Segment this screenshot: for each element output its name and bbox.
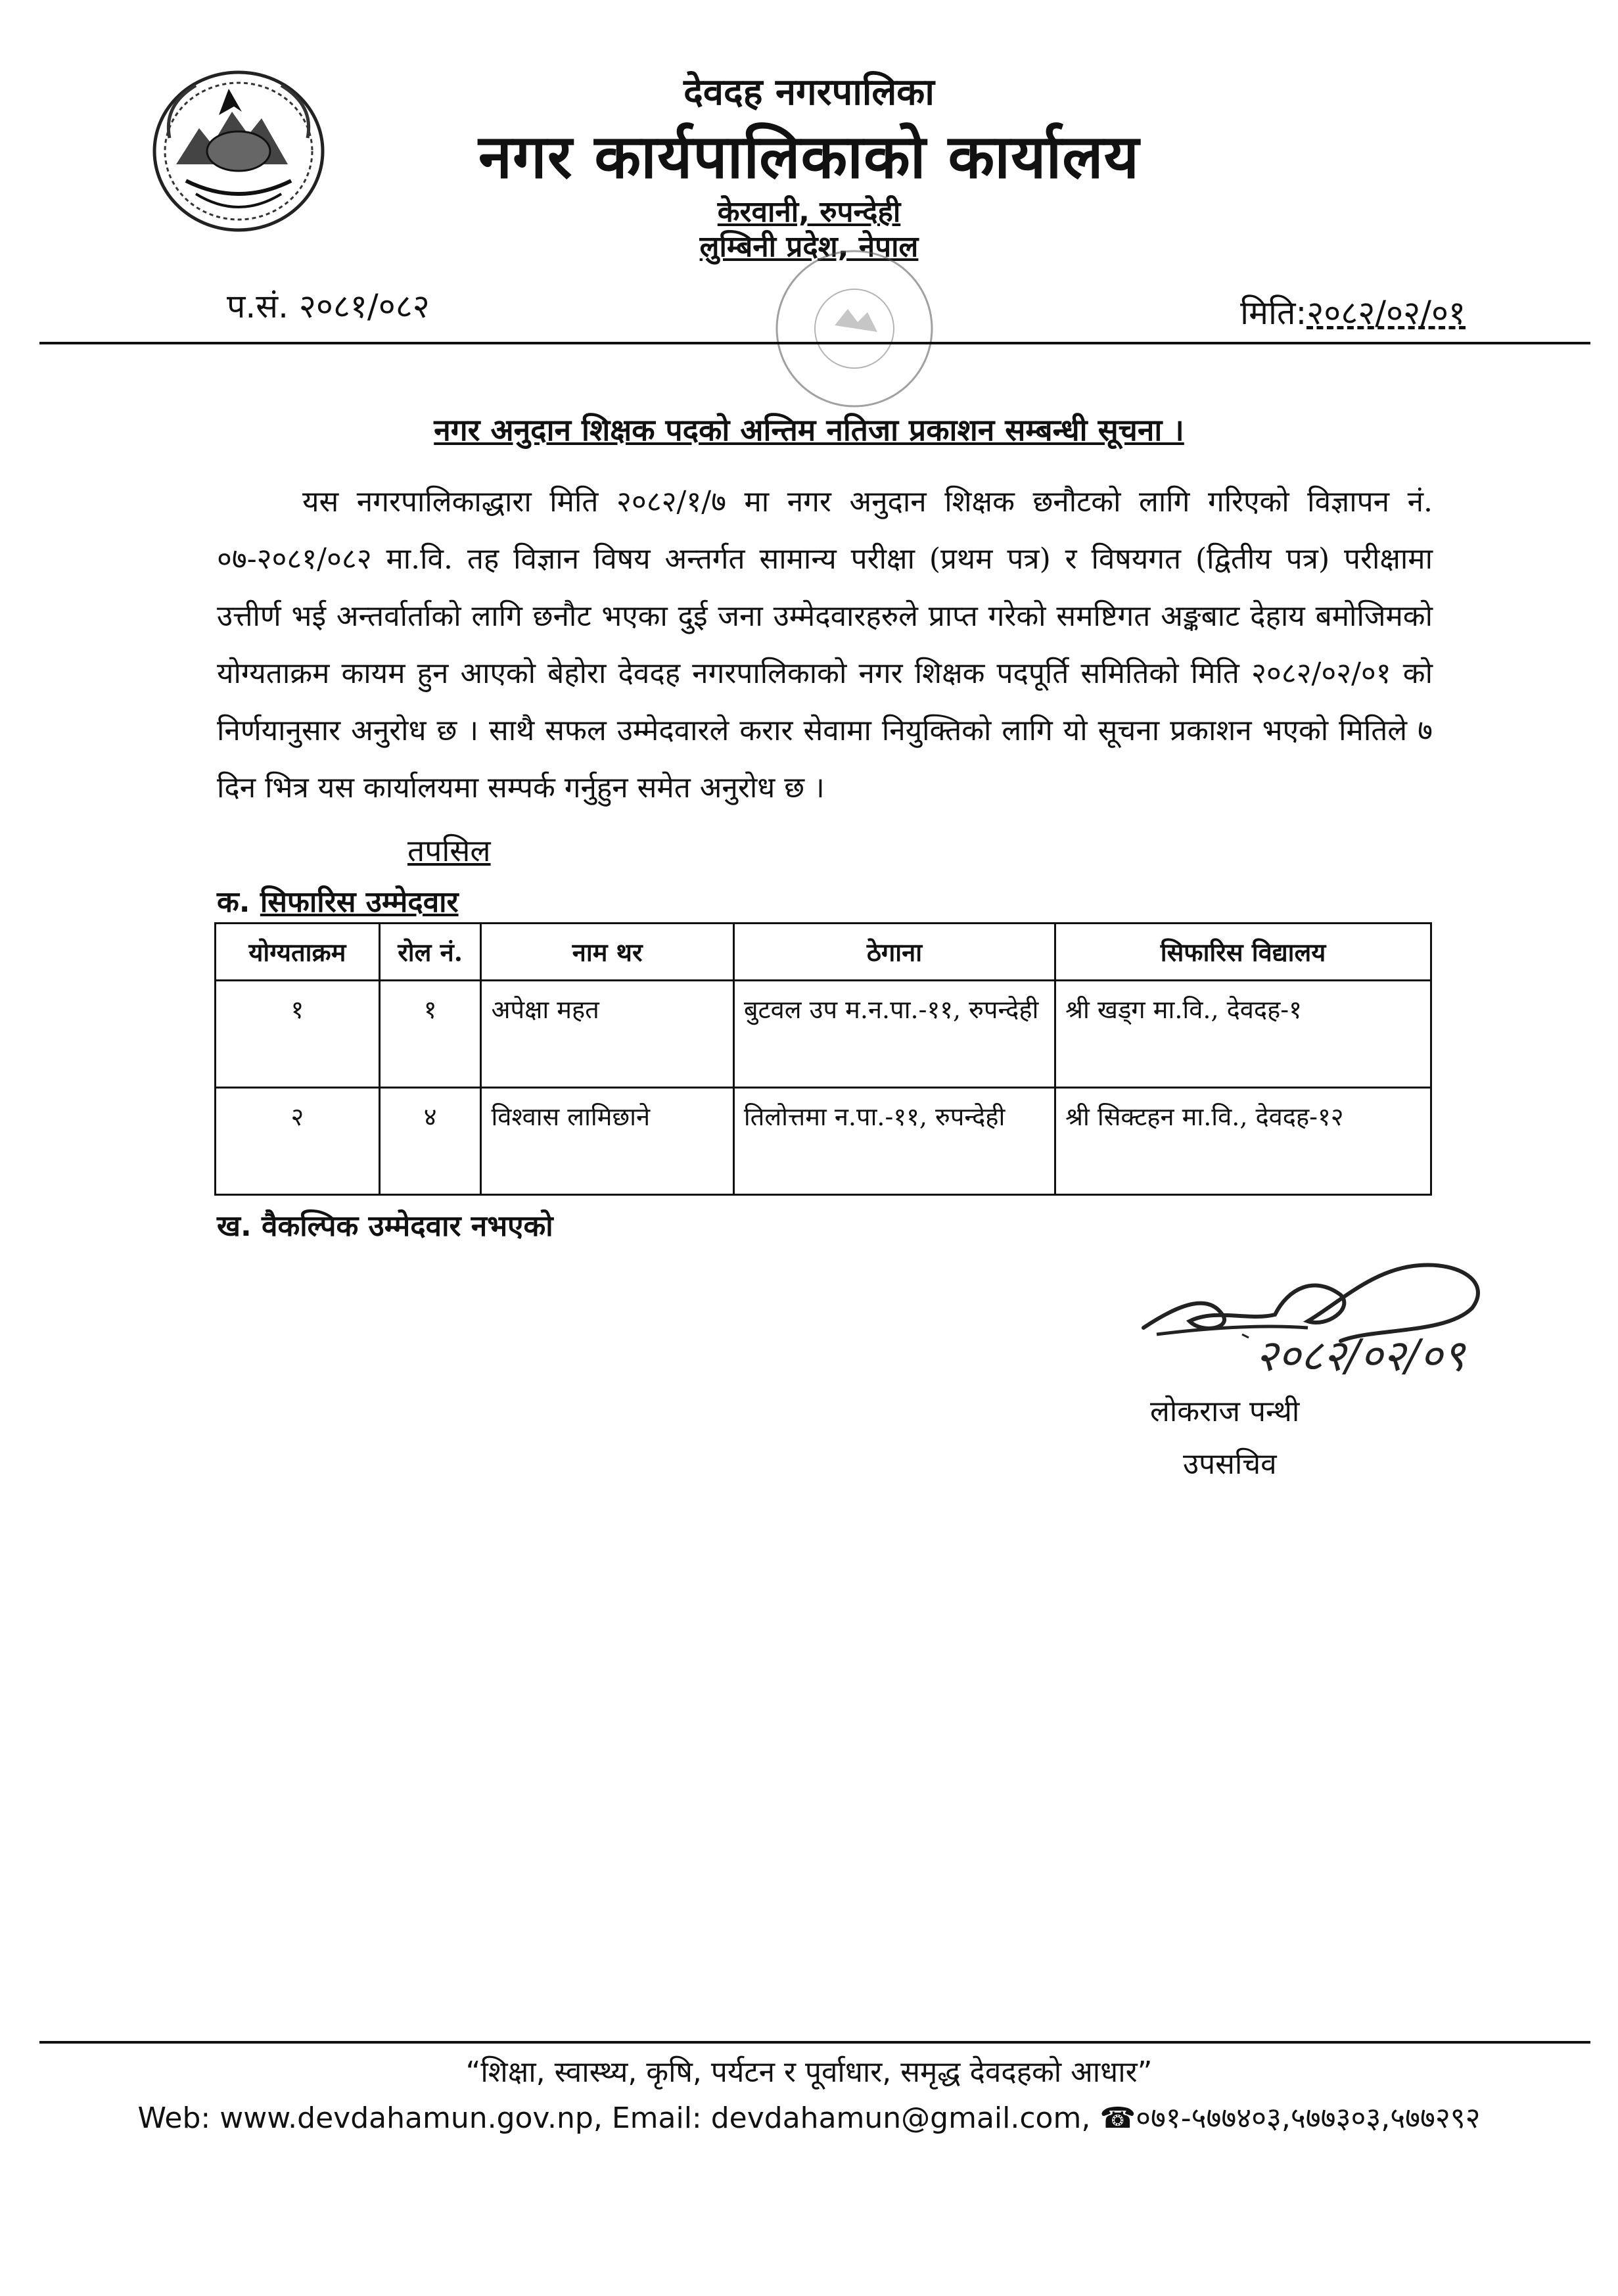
- section-alternate-note: ख. वैकल्पिक उम्मेदवार नभएको: [217, 1209, 553, 1243]
- header-divider: [39, 342, 1590, 344]
- column-header-school: सिफारिस विद्यालय: [1055, 924, 1431, 981]
- municipality-name: देवदह नगरपालिका: [683, 71, 935, 114]
- cell-roll: ४: [379, 1088, 481, 1195]
- email-link[interactable]: devdahamun@gmail.com,: [710, 2101, 1091, 2135]
- notice-body: यस नगरपालिकाद्धारा मिति २०८२/१/७ मा नगर अनुदान शिक्षक छनौटको लागि गरिएको विज्ञापन नं. ०७-२०८१/०८२ मा.वि. तह विज्ञान विषय अन्तर्गत सामान्य परीक्षा (प्रथम पत्र) र विषयगत (द्वितीय पत्र) परीक्षामा उत्तीर्ण भई अन्तर्वार्ताको लागि छनौट भएका दुई जना उम्मेदवारहरुले प्राप्त गरेको समष्टिगत अङ्कबाट देहाय बमोजिमको योग्यताक्रम कायम हुन आएको बेहोरा देवदह नगरपालिकाको नगर शिक्षक पदपूर्ति समितिको मिति २०८२/०२/०१ को निर्णयानुसार अनुरोध छ । साथै सफल उम्मेदवारले करार सेवामा नियुक्तिको लागि यो सूचना प्रकाशन भएको मितिले ७ दिन भित्र यस कार्यालयमा सम्पर्क गर्नुहुन समेत अनुरोध छ ।: [217, 485, 1433, 805]
- signatory-title: उपसचिव: [1183, 1447, 1277, 1481]
- office-name: नगर कार्यपालिकाको कार्यालय: [478, 122, 1140, 192]
- cell-address: बुटवल उप म.न.पा.-११, रुपन्देही: [733, 981, 1055, 1088]
- cell-rank: १: [216, 981, 380, 1088]
- column-header-name: नाम थर: [481, 924, 733, 981]
- cell-rank: २: [216, 1088, 380, 1195]
- phone-icon: ☎: [1099, 2101, 1136, 2135]
- web-label: Web:: [137, 2101, 211, 2135]
- details-heading: तपसिल: [407, 833, 491, 868]
- column-header-rank: योग्यताक्रम: [216, 924, 380, 981]
- column-header-address: ठेगाना: [733, 924, 1055, 981]
- recommended-candidates-table: [214, 922, 1432, 1196]
- footer-divider: [39, 2041, 1590, 2044]
- table-header-row: [216, 924, 1431, 981]
- cell-name: अपेक्षा महत: [481, 981, 733, 1088]
- section-a-title: सिफारिस उम्मेदवार: [260, 885, 459, 919]
- table-row: [216, 981, 1431, 1088]
- section-a-prefix: क.: [217, 885, 250, 919]
- office-stamp: [736, 240, 973, 417]
- cell-school: श्री सिक्टहन मा.वि., देवदह-१२: [1055, 1088, 1431, 1195]
- notice-subject: नगर अनुदान शिक्षक पदको अन्तिम नतिजा प्रकाशन सम्बन्धी सूचना ।: [434, 412, 1184, 448]
- website-link[interactable]: www.devdahamun.gov.np,: [220, 2101, 603, 2135]
- cell-school: श्री खड्ग मा.वि., देवदह-१: [1055, 981, 1431, 1088]
- office-province: लुम्बिनी प्रदेश, नेपाल: [699, 230, 919, 264]
- cell-address: तिलोत्तमा न.पा.-११, रुपन्देही: [733, 1088, 1055, 1195]
- reference-number: प.सं. २०८१/०८२: [227, 287, 430, 325]
- date-label: मिति:: [1240, 294, 1307, 332]
- footer-contact: [0, 2097, 1618, 2136]
- handwritten-date: २०८२/०२/०९: [1255, 1330, 1466, 1381]
- handwritten-signature: [1091, 1229, 1525, 1400]
- section-recommended-heading: [217, 881, 459, 920]
- cell-name: विश्वास लामिछाने: [481, 1088, 733, 1195]
- phone-numbers: ०७१-५७७४०३,५७७३०३,५७७२९२: [1136, 2101, 1481, 2135]
- email-label: Email:: [611, 2101, 702, 2135]
- office-location: केरवानी, रुपन्देही: [717, 195, 901, 229]
- table-row: [216, 1088, 1431, 1195]
- letter-date: [1240, 289, 1466, 334]
- signatory-name: लोकराज पन्थी: [1150, 1395, 1300, 1428]
- footer-slogan: “शिक्षा, स्वास्थ्य, कृषि, पर्यटन र पूर्वाधार, समृद्ध देवदहको आधार”: [465, 2055, 1153, 2089]
- date-value: २०८२/०२/०१: [1306, 294, 1466, 332]
- cell-roll: १: [379, 981, 481, 1088]
- column-header-roll: रोल नं.: [379, 924, 481, 981]
